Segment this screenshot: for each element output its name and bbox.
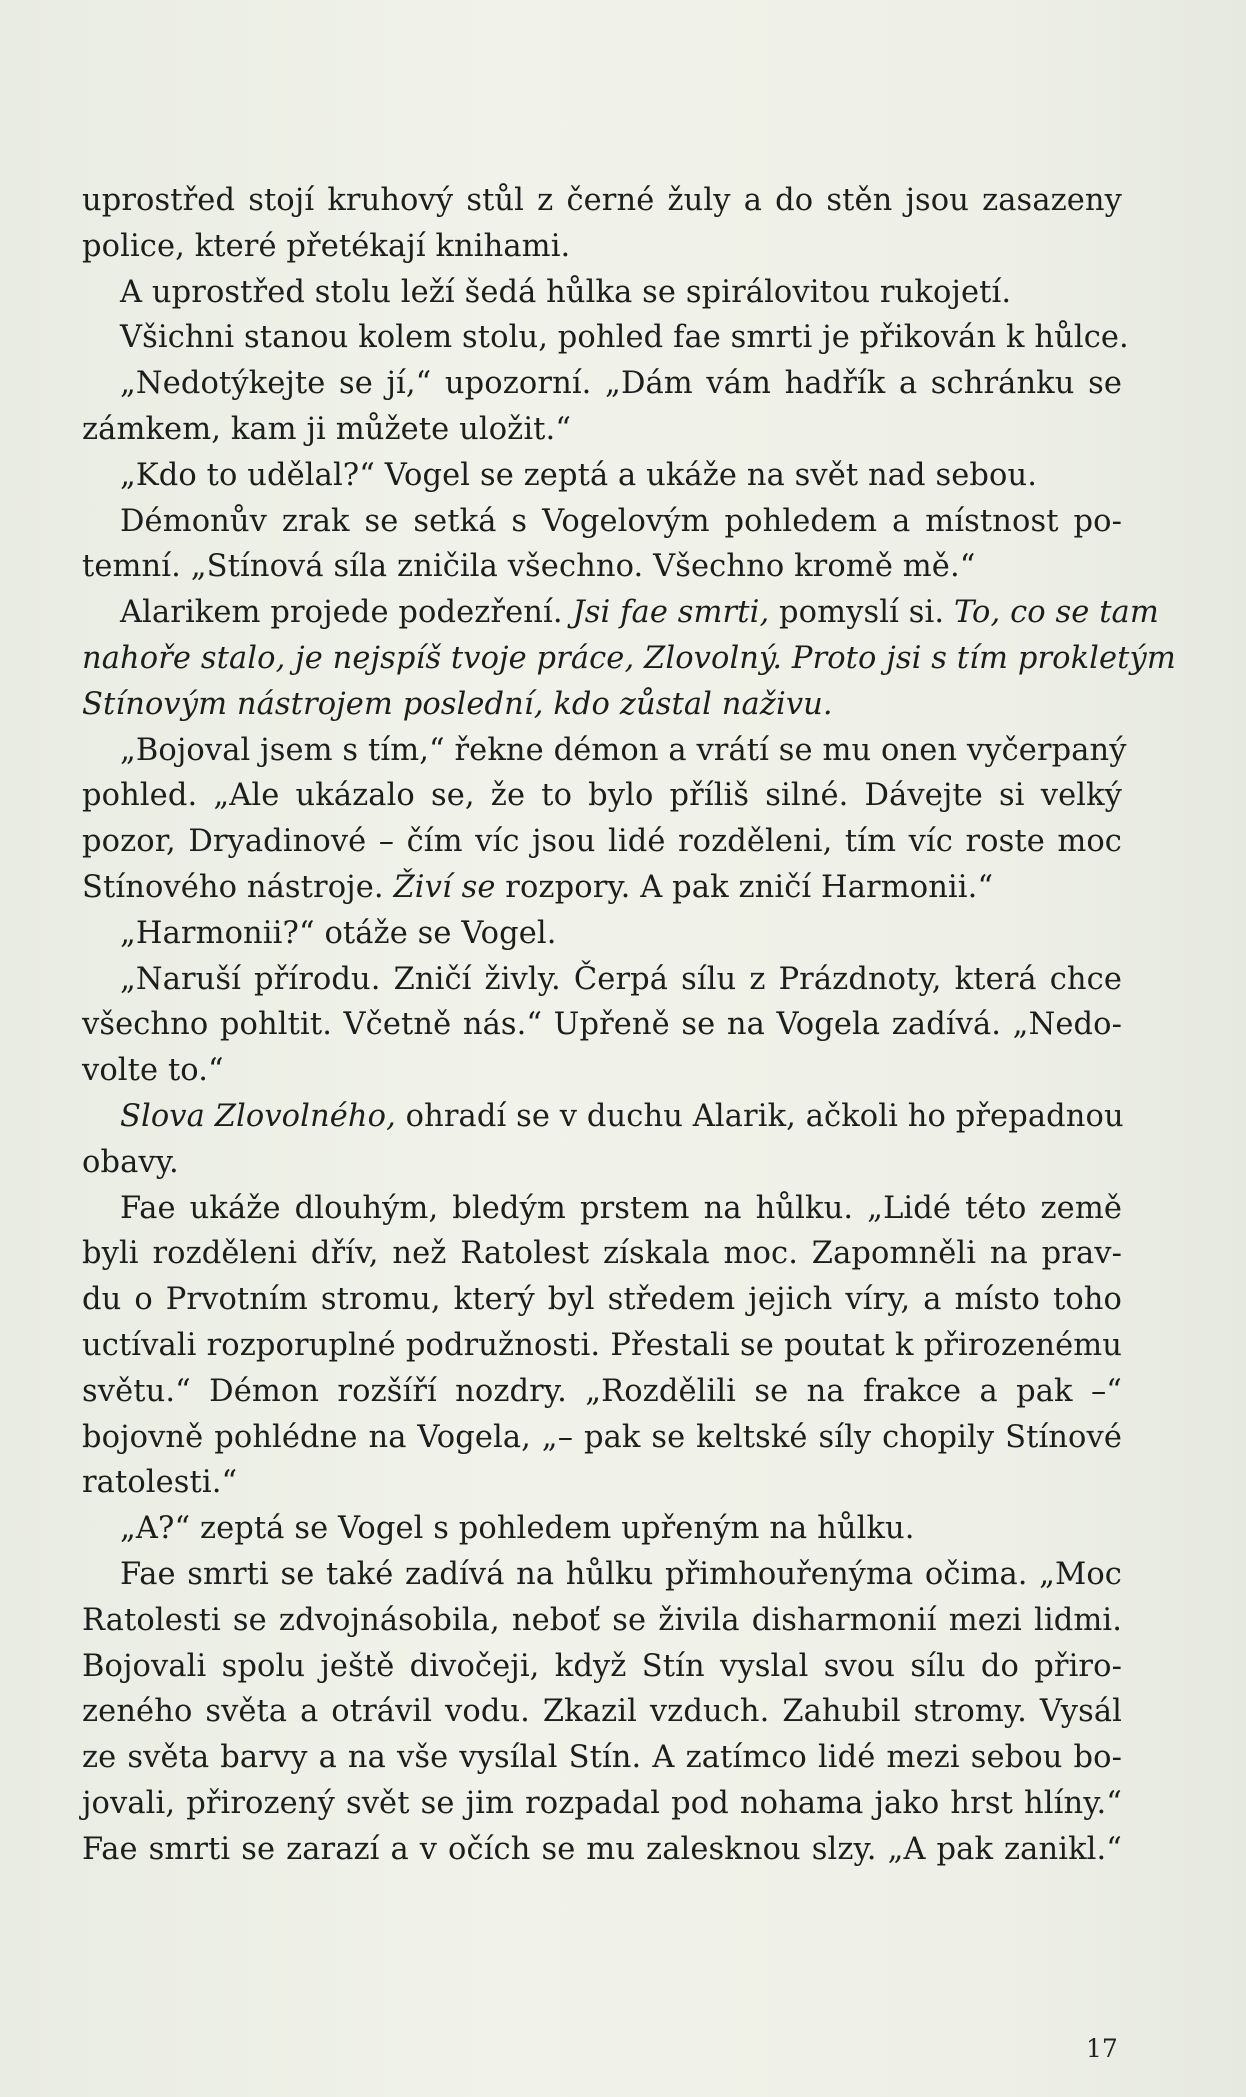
text-span: Stínového nástroje.: [82, 869, 394, 905]
text-line: světu.“ Démon rozšíří nozdry. „Rozdělili se na frakce a pak –“: [82, 1373, 1122, 1409]
italic-span: To, co se tam: [953, 595, 1159, 631]
text-line: [82, 865, 1122, 911]
text-line: „Bojoval jsem s tím,“ řekne démon a vrátí se mu onen vyčerpaný: [120, 732, 1127, 768]
text-line: zámkem, kam ji můžete uložit.“: [82, 411, 572, 447]
text-line: pohled. „Ale ukázalo se, že to bylo příliš silné. Dávejte si velký: [82, 778, 1122, 814]
text-line: uctívali rozporuplné podružnosti. Přestali se poutat k přirozenému: [82, 1327, 1122, 1363]
page-number: 17: [1086, 2034, 1118, 2063]
text-line: „Naruší přírodu. Zničí živly. Čerpá sílu z Prázdnoty, která chce: [120, 961, 1122, 997]
text-line: ze světa barvy a na vše vysílal Stín. A zatímco lidé mezi sebou bo-: [82, 1740, 1122, 1776]
text-line: Fae smrti se zarazí a v očích se mu zalesknou slzy. „A pak zanikl.“: [82, 1831, 1122, 1867]
text-line: všechno pohltit. Včetně nás.“ Upřeně se na Vogela zadívá. „Nedo-: [82, 1007, 1122, 1043]
italic-span: Živí se: [393, 869, 496, 905]
body-text: [82, 178, 1176, 1872]
text-line: Fae smrti se také zadívá na hůlku přimhouřenýma očima. „Moc: [120, 1556, 1122, 1592]
text-line: pozor, Dryadinové – čím víc jsou lidé rozděleni, tím víc roste moc: [82, 824, 1122, 860]
text-line: obavy.: [82, 1144, 179, 1180]
italic-span: Slova Zlovolného,: [120, 1098, 396, 1134]
text-line: temní. „Stínová síla zničila všechno. Všechno kromě mě.“: [82, 549, 976, 585]
text-line: [82, 590, 1159, 636]
italic-span: Jsi fae smrti,: [572, 595, 770, 631]
text-line: „Kdo to udělal?“ Vogel se zeptá a ukáže na svět nad sebou.: [120, 457, 1038, 493]
text-line: A uprostřed stolu leží šedá hůlka se spirálovitou rukojetí.: [120, 274, 1012, 310]
text-line: byli rozděleni dřív, než Ratolest získala moc. Zapomněli na prav-: [82, 1236, 1122, 1272]
text-line: „Harmonii?“ otáže se Vogel.: [120, 915, 557, 951]
text-line: volte to.“: [82, 1053, 224, 1089]
text-line: Fae ukáže dlouhým, bledým prstem na hůlku. „Lidé této země: [120, 1190, 1122, 1226]
text-line: zeného světa a otrávil vodu. Zkazil vzduch. Zahubil stromy. Vysál: [82, 1694, 1122, 1730]
text-line: Všichni stanou kolem stolu, pohled fae smrti je přikován k hůlce.: [120, 320, 1129, 356]
text-line: police, které přetékají knihami.: [82, 228, 571, 264]
text-span: pomyslí si.: [769, 595, 954, 631]
text-span: Alarikem projede podezření.: [120, 595, 573, 631]
text-line: Ratolesti se zdvojnásobila, neboť se živila disharmonií mezi lidmi.: [82, 1602, 1122, 1638]
text-span: ohradí se v duchu Alarik, ačkoli ho přepadnou: [395, 1098, 1124, 1134]
text-line: bojovně pohlédne na Vogela, „– pak se keltské síly chopily Stínové: [82, 1419, 1122, 1455]
text-line: [82, 1094, 1122, 1140]
text-line: jovali, přirozený svět se jim rozpadal pod nohama jako hrst hlíny.“: [82, 1785, 1122, 1821]
text-span: rozpory. A pak zničí Harmonii.“: [495, 869, 994, 905]
text-line: Bojovali spolu ještě divočeji, když Stín vyslal svou sílu do přiro-: [82, 1648, 1122, 1684]
text-line: du o Prvotním stromu, který byl středem jejich víry, a místo toho: [82, 1282, 1122, 1318]
text-line: nahoře stalo, je nejspíš tvoje práce, Zlovolný. Proto jsi s tím prokletým: [82, 640, 1176, 676]
text-line: „Nedotýkejte se jí,“ upozorní. „Dám vám hadřík a schránku se: [120, 366, 1122, 402]
text-line: ratolesti.“: [82, 1465, 238, 1501]
text-line: „A?“ zeptá se Vogel s pohledem upřeným na hůlku.: [120, 1511, 915, 1547]
text-line: Démonův zrak se setká s Vogelovým pohledem a místnost po-: [120, 503, 1122, 539]
text-line: uprostřed stojí kruhový stůl z černé žuly a do stěn jsou zasazeny: [82, 183, 1122, 218]
text-line: Stínovým nástrojem poslední, kdo zůstal naživu.: [82, 686, 833, 722]
